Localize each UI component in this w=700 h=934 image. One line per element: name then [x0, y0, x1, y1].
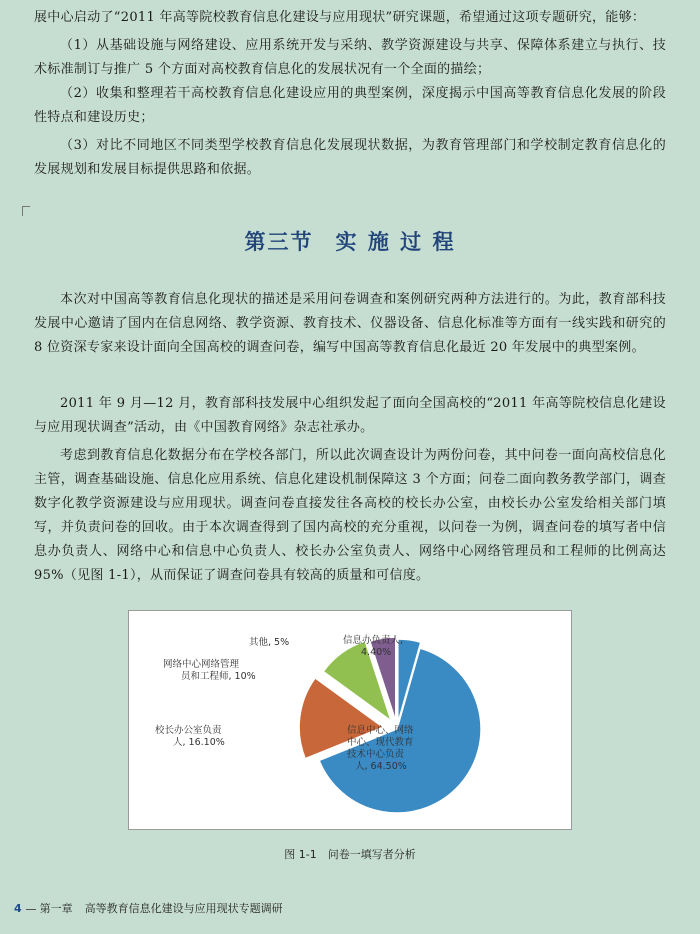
footer-separator — [26, 909, 36, 910]
section-marker — [22, 206, 30, 207]
page-footer — [14, 900, 283, 916]
page-number: 4 — [14, 902, 22, 915]
figure-caption: 图 1-1 问卷一填写者分析 — [284, 848, 416, 861]
paragraph-goal-1: （1）从基础设施与网络建设、应用系统开发与采纳、教学资源建设与共享、保障体系建立与执行、技术标准制订与推广 5 个方面对高校教育信息化的发展状况有一个全面的描绘； — [34, 38, 666, 77]
pie-label-5: 信息办负责人, 4.40% — [343, 635, 404, 658]
paragraph-goal-2: （2）收集和整理若干高校教育信息化建设应用的典型案例，深度揭示中国高等教育信息化发展的阶段性特点和建设历史； — [34, 86, 666, 125]
section-marker-vertical — [22, 206, 23, 216]
section-heading — [0, 226, 700, 256]
pie-label-1: 信息中心、网络中心、现代教育技术中心负责人, 64.50% — [347, 725, 414, 772]
footer-title: 高等教育信息化建设与应用现状专题调研 — [84, 902, 283, 915]
pie-chart-svg — [129, 611, 571, 829]
paragraph-method: 本次对中国高等教育信息化现状的描述是采用问卷调查和案例研究两种方法进行的。为此，教育部科技发展中心邀请了国内在信息网络、教学资源、教育技术、仪器设备、信息化标准等方面有一线实践和研究的 8 位资深专家来设计面向全国高校的调查问卷，编写中国高等教育信息化最近 20 年发展中的典型案例。 — [34, 292, 666, 355]
paragraph-intro-continuation: 展中心启动了“2011 年高等院校教育信息化建设与应用现状”研究课题，希望通过这项专题研究，能够： — [34, 10, 646, 25]
footer-chapter: 第一章 — [39, 902, 73, 915]
pie-label-4: 其他, 5% — [249, 637, 290, 648]
pie-label-3: 网络中心网络管理员和工程师, 10% — [163, 659, 256, 682]
paragraph-survey-design: 考虑到教育信息化数据分布在学校各部门，所以此次调查设计为两份问卷，其中问卷一面向高校信息化主管，调查基础设施、信息化应用系统、信息化建设机制保障这 3 个方面；问卷二面向教务教学部门，调查数字化教学资源建设与应用现状。调查问卷直接发往各高校的校长办公室，由校长办公室发给相关部门填写，并负责问卷的回收。由于本次调查得到了国内高校的充分重视，以问卷一为例，调查问卷的填写者中信息办负责人、网络中心和信息中心负责人、校长办公室负责人、网络中心网络管理员和工程师的比例高达 95%（见图 1-1），从而保证了调查问卷具有较高的质量和可信度。 — [34, 448, 666, 583]
figure-pie-chart — [128, 610, 572, 830]
paragraph-survey-date: 2011 年 9 月—12 月，教育部科技发展中心组织发起了面向全国高校的“2011 年高等院校信息化建设与应用现状调查”活动，由《中国教育网络》杂志社承办。 — [34, 396, 666, 435]
section-number: 第三节 — [244, 230, 314, 254]
paragraph-goal-3: （3）对比不同地区不同类型学校教育信息化发展现状数据，为教育管理部门和学校制定教育信息化的发展规划和发展目标提供思路和依据。 — [34, 138, 666, 177]
section-title: 实 施 过 程 — [335, 230, 456, 254]
pie-label-2: 校长办公室负责人, 16.10% — [155, 725, 225, 748]
